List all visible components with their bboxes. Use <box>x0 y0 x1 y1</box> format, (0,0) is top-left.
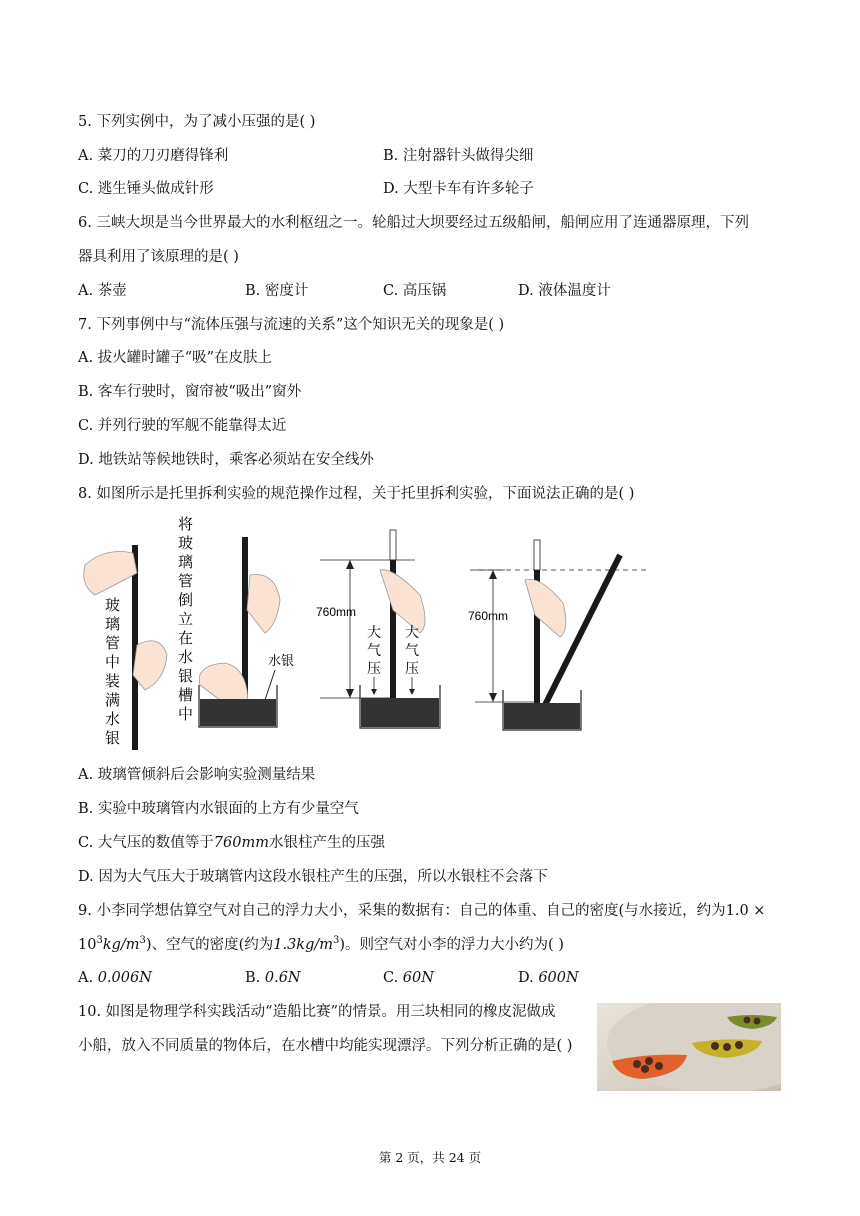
step2-char: 管 <box>178 572 194 590</box>
step3-mercury <box>361 698 439 727</box>
step1-upper-hand <box>84 552 137 596</box>
pressure-char: 气 <box>367 643 381 659</box>
arrow-head <box>346 560 354 569</box>
step2-mercury <box>200 699 276 726</box>
q9-text: )、空气的密度(约为 <box>145 937 274 953</box>
q9-exponent: 3 <box>333 935 340 947</box>
step2-char: 槽 <box>178 686 194 704</box>
step2-char: 在 <box>178 629 194 647</box>
step1-char: 水 <box>105 710 121 728</box>
step1-vertical-label <box>105 596 120 747</box>
step1-char: 玻 <box>105 596 121 614</box>
q9-unit: 1.3kg/m <box>273 937 333 953</box>
torricelli-experiment-figure <box>75 515 665 755</box>
option-letter: C. <box>383 970 403 986</box>
weight-ball <box>744 1017 751 1024</box>
step2-upper-hand <box>247 575 280 633</box>
weight-ball <box>735 1041 743 1049</box>
pressure-label-left <box>367 624 381 677</box>
q7-option-a: A. 拔火罐时罐子“吸”在皮肤上 <box>78 350 273 366</box>
q9-stem-line2 <box>78 935 564 955</box>
q8-option-a: A. 玻璃管倾斜后会影响实验测量结果 <box>78 767 316 783</box>
pressure-char: 压 <box>367 661 381 677</box>
step3-height-label: 760mm <box>316 605 357 619</box>
q9-option-d <box>518 968 579 988</box>
pressure-label-right <box>405 624 419 677</box>
step4-hand <box>525 579 566 637</box>
step4-mercury <box>504 703 580 729</box>
q9-exponent: 3 <box>96 935 103 947</box>
weight-ball <box>711 1042 719 1050</box>
step1-char: 装 <box>105 672 121 690</box>
q9-stem-line1 <box>78 901 765 921</box>
step2-char: 将 <box>178 515 194 533</box>
pressure-char: 大 <box>367 625 381 641</box>
q9-math: 10 <box>78 937 97 953</box>
step1-char: 银 <box>105 729 121 747</box>
option-value: 0.006N <box>97 970 152 986</box>
q5-option-c: C. 逃生锤头做成针形 <box>78 181 214 197</box>
q5-stem: 5. 下列实例中，为了减小压强的是( ) <box>78 114 316 130</box>
q5-option-b: B. 注射器针头做得尖细 <box>383 148 534 164</box>
option-letter: D. <box>518 970 539 986</box>
arrow-head <box>409 689 415 695</box>
q5-option-a: A. 菜刀的刀刃磨得锋利 <box>78 148 229 164</box>
q6-stem-line1: 6. 三峡大坝是当今世界最大的水利枢纽之一。轮船过大坝要经过五级船闸，船闸应用了连通器原理，下列 <box>78 215 749 231</box>
q7-option-d: D. 地铁站等候地铁时，乘客必须站在安全线外 <box>78 452 374 468</box>
q8-option-b: B. 实验中玻璃管内水银面的上方有少量空气 <box>78 801 359 817</box>
pressure-char: 压 <box>405 661 419 677</box>
q9-exponent: 3 <box>139 935 146 947</box>
q8-option-c-math: 760mm <box>213 835 269 851</box>
clay-boats-photo <box>597 1003 781 1091</box>
q7-stem: 7. 下列事例中与“流体压强与流速的关系”这个知识无关的现象是( ) <box>78 317 505 333</box>
q5-option-d: D. 大型卡车有许多轮子 <box>383 181 534 197</box>
q7-option-b: B. 客车行驶时，窗帘被“吸出”窗外 <box>78 384 302 400</box>
q8-option-c-text: C. 大气压的数值等于 <box>78 835 214 851</box>
arrow-head <box>371 689 377 695</box>
q6-option-b: B. 密度计 <box>245 283 309 299</box>
q9-unit: kg/m <box>102 937 140 953</box>
option-value: 60N <box>402 970 434 986</box>
arrow-head <box>346 689 354 698</box>
step3-hand <box>380 570 425 633</box>
weight-ball <box>641 1065 649 1073</box>
step2-char: 水 <box>178 648 194 666</box>
step2-char: 银 <box>178 667 194 685</box>
arrow-head <box>489 693 497 702</box>
pressure-char: 气 <box>405 643 419 659</box>
step2-char: 璃 <box>178 553 194 571</box>
q8-option-d: D. 因为大气压大于玻璃管内这段水银柱产生的压强，所以水银柱不会落下 <box>78 869 548 885</box>
weight-ball <box>633 1060 641 1068</box>
q10-stem-line2: 小船，放入不同质量的物体后，在水槽中均能实现漂浮。下列分析正确的是( ) <box>78 1038 573 1054</box>
option-letter: B. <box>245 970 265 986</box>
q6-option-d: D. 液体温度计 <box>518 283 611 299</box>
step1-lower-hand <box>133 641 167 690</box>
option-value: 600N <box>538 970 579 986</box>
pressure-char: 大 <box>405 625 419 641</box>
weight-ball <box>723 1043 731 1051</box>
q7-option-c: C. 并列行驶的军舰不能靠得太近 <box>78 418 287 434</box>
page-footer: 第 2 页，共 24 页 <box>378 1150 482 1165</box>
step1-char: 璃 <box>105 615 121 633</box>
step1-char: 满 <box>105 691 121 709</box>
option-letter: A. <box>78 970 98 986</box>
weight-ball <box>655 1062 663 1070</box>
q6-option-c: C. 高压锅 <box>383 283 447 299</box>
q9-text: 9. 小李同学想估算空气对自己的浮力大小，采集的数据有：自己的体重、自己的密度(与水接近，约为 <box>78 903 726 919</box>
q9-option-c <box>383 968 434 988</box>
step4-height-label: 760mm <box>468 609 509 623</box>
q8-option-c <box>78 833 385 853</box>
q9-text: )。则空气对小李的浮力大小约为( ) <box>339 937 564 953</box>
option-value: 0.6N <box>264 970 301 986</box>
mercury-label: 水银 <box>268 654 295 669</box>
step2-vertical-label <box>178 515 193 723</box>
arrow-head <box>489 570 497 579</box>
step2-char: 倒 <box>178 591 194 609</box>
q8-stem: 8. 如图所示是托里拆利实验的规范操作过程，关于托里拆利实验，下面说法正确的是( ) <box>78 486 635 502</box>
q8-option-c-text-end: 水银柱产生的压强 <box>268 835 385 851</box>
q9-option-b <box>245 968 301 988</box>
step2-char: 玻 <box>178 534 194 552</box>
q6-option-a: A. 茶壶 <box>78 283 127 299</box>
q10-stem-line1: 10. 如图是物理学科实践活动“造船比赛”的情景。用三块相同的橡皮泥做成 <box>78 1004 556 1020</box>
q9-option-a <box>78 968 152 988</box>
q6-stem-line2: 器具利用了该原理的是( ) <box>78 249 239 265</box>
q9-math: 1.0 × <box>725 903 766 919</box>
weight-ball <box>754 1018 761 1025</box>
step1-char: 中 <box>105 653 121 671</box>
step2-char: 中 <box>178 705 194 723</box>
weight-ball <box>645 1057 653 1065</box>
step2-char: 立 <box>178 610 194 628</box>
step4-vacuum-space <box>534 540 540 570</box>
step1-char: 管 <box>105 634 121 652</box>
mercury-pointer <box>265 670 275 700</box>
step3-vacuum-space <box>390 530 396 560</box>
